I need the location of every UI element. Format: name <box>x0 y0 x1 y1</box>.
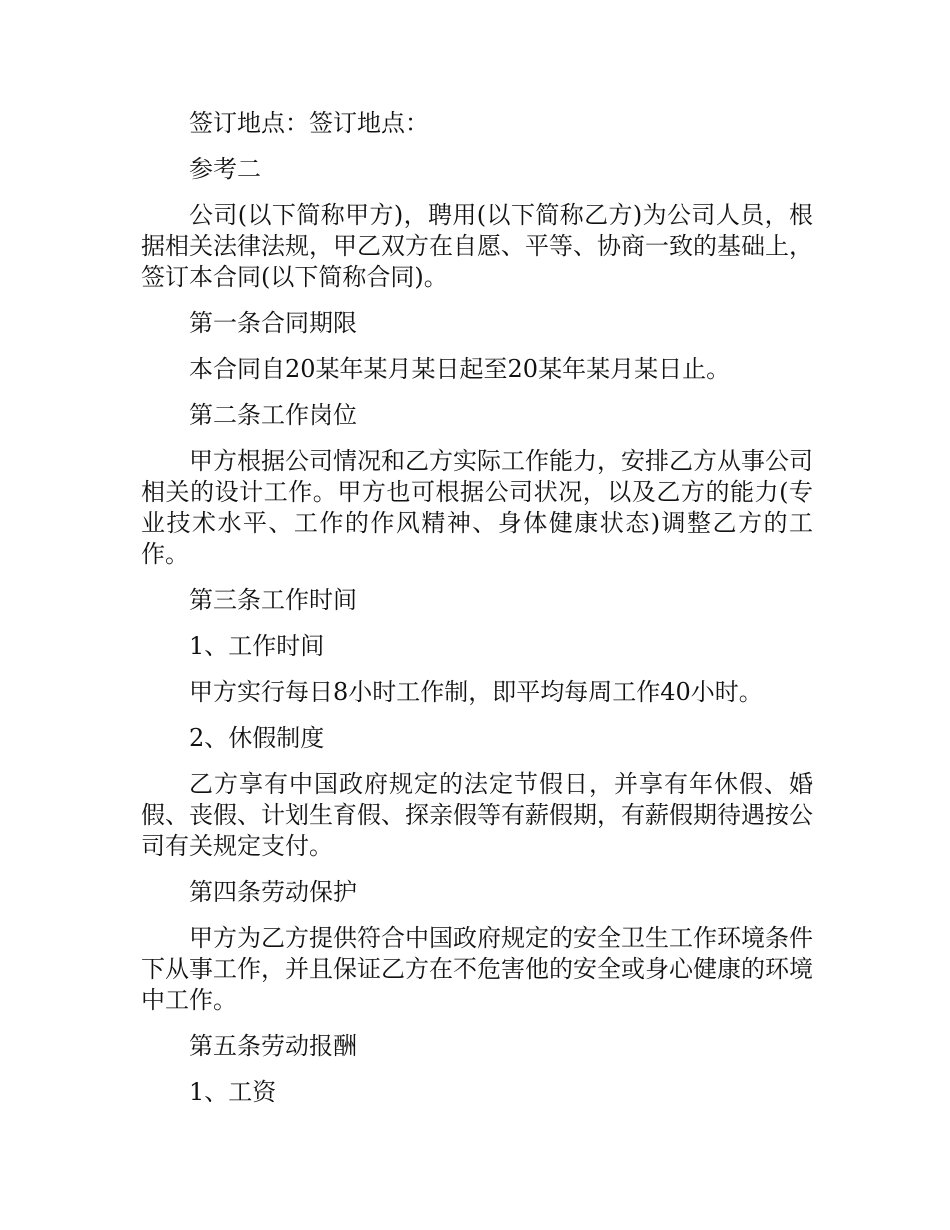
contract-term-paragraph: 本合同自20某年某月某日起至20某年某月某日止。 <box>189 355 731 383</box>
contract-intro-paragraph: 公司(以下简称甲方)，聘用(以下简称乙方)为公司人员，根据相关法律法规，甲乙双方在自愿、平等、协商一致的基础上，签订本合同(以下简称合同)。 <box>141 201 813 291</box>
article-1-heading: 第一条合同期限 <box>189 309 357 337</box>
article-4-heading: 第四条劳动保护 <box>189 878 357 906</box>
job-position-paragraph: 甲方根据公司情况和乙方实际工作能力，安排乙方从事公司相关的设计工作。甲方也可根据公司状况，以及乙方的能力(专业技术水平、工作的作风精神、身体健康状态)调整乙方的工作。 <box>141 447 813 568</box>
article-5-heading: 第五条劳动报酬 <box>189 1032 357 1060</box>
article-2-heading: 第二条工作岗位 <box>189 401 357 429</box>
working-hours-subheading: 1、工作时间 <box>189 632 325 660</box>
leave-system-paragraph: 乙方享有中国政府规定的法定节假日，并享有年休假、婚假、丧假、计划生育假、探亲假等有薪假期，有薪假期待遇按公司有关规定支付。 <box>141 770 813 860</box>
document-body <box>141 108 813 1123</box>
reference-heading: 参考二 <box>189 155 261 183</box>
signing-location-line: 签订地点：签订地点： <box>189 109 429 137</box>
article-3-heading: 第三条工作时间 <box>189 586 357 614</box>
leave-system-subheading: 2、休假制度 <box>189 724 325 752</box>
labor-protection-paragraph: 甲方为乙方提供符合中国政府规定的安全卫生工作环境条件下从事工作，并且保证乙方在不危害他的安全或身心健康的环境中工作。 <box>141 924 813 1014</box>
wage-subheading: 1、工资 <box>189 1078 277 1106</box>
working-hours-paragraph: 甲方实行每日8小时工作制，即平均每周工作40小时。 <box>189 678 763 706</box>
